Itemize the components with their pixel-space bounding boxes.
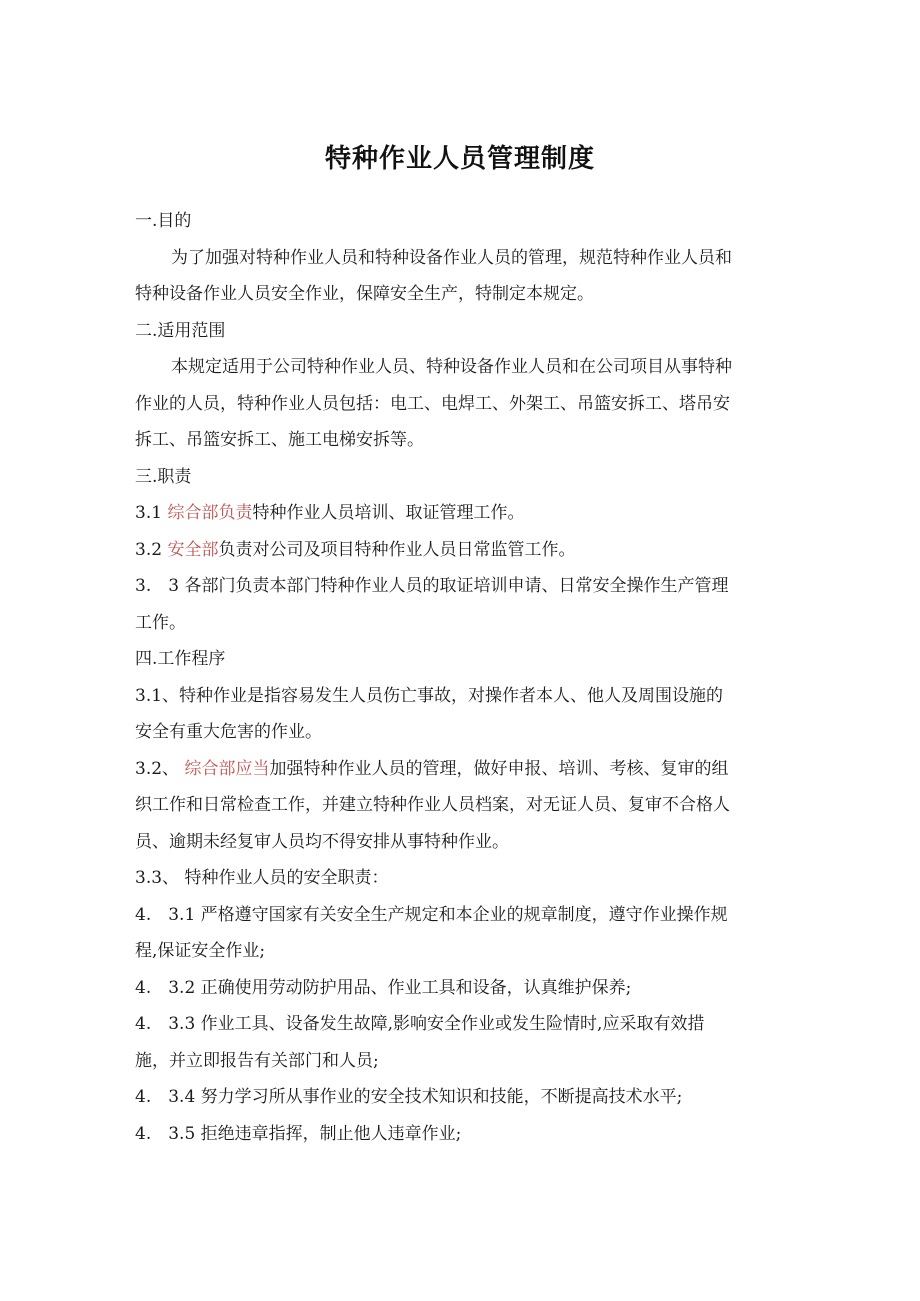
section-heading-scope: 二.适用范围 [135, 320, 226, 341]
paragraph-line: 3.1、特种作业是指容易发生人员伤亡事故，对操作者本人、他人及周围设施的 [135, 685, 724, 706]
paragraph-line: 4. 3.3 作业工具、设备发生故障,影响安全作业或发生险情时,应采取有效措 [135, 1014, 705, 1034]
section-heading-duties: 三.职责 [135, 466, 192, 487]
item-number: 3.1 [135, 503, 168, 523]
highlight-text: 综合部应当 [184, 758, 270, 779]
item-number: 3.2 [135, 539, 168, 560]
paragraph-line: 程,保证安全作业; [135, 941, 266, 961]
duty-item-3-1 [135, 495, 795, 532]
paragraph-line: 为了加强对特种作业人员和特种设备作业人员的管理，规范特种作业人员和 [171, 247, 732, 268]
procedure-item-3-2 [135, 751, 795, 788]
paragraph-line: 本规定适用于公司特种作业人员、特种设备作业人员和在公司项目从事特种 [171, 357, 732, 377]
paragraph-line: 4. 3.5 拒绝违章指挥，制止他人违章作业; [135, 1123, 462, 1144]
highlight-text: 综合部负责 [167, 503, 253, 523]
paragraph-line: 4. 3.4 努力学习所从事作业的安全技术知识和技能，不断提高技术水平; [135, 1087, 683, 1107]
paragraph-line: 4. 3.2 正确使用劳动防护用品、作业工具和设备，认真维护保养; [135, 977, 632, 998]
section-heading-purpose: 一.目的 [135, 211, 192, 231]
paragraph-line: 4. 3.1 严格遵守国家有关安全生产规定和本企业的规章制度，遵守作业操作规 [135, 904, 728, 925]
paragraph-line: 员、逾期未经复审人员均不得安排从事特种作业。 [135, 831, 509, 852]
section-heading-procedure: 四.工作程序 [135, 649, 226, 669]
item-text: 特种作业人员培训、取证管理工作。 [252, 503, 525, 523]
item-number: 3.2、 [135, 758, 185, 779]
item-text: 负责对公司及项目特种作业人员日常监管工作。 [218, 539, 576, 560]
item-text: 加强特种作业人员的管理，做好申报、培训、考核、复审的组 [269, 758, 729, 779]
paragraph-line: 3. 3 各部门负责本部门特种作业人员的取证培训申请、日常安全操作生产管理 [135, 576, 729, 596]
document-body [135, 203, 795, 1152]
paragraph-line: 织工作和日常检查工作，并建立特种作业人员档案，对无证人员、复审不合格人 [135, 795, 730, 815]
paragraph-line: 安全有重大危害的作业。 [135, 722, 322, 742]
paragraph-line: 拆工、吊篮安拆工、施工电梯安拆等。 [135, 430, 424, 450]
paragraph-line: 施，并立即报告有关部门和人员; [135, 1050, 379, 1071]
duty-item-3-2 [135, 532, 795, 569]
paragraph-line: 作业的人员，特种作业人员包括：电工、电焊工、外架工、吊篮安拆工、塔吊安 [135, 393, 730, 414]
paragraph-line: 3.3、 特种作业人员的安全职责： [135, 868, 389, 888]
paragraph-line: 工作。 [135, 612, 186, 633]
document-title: 特种作业人员管理制度 [324, 144, 595, 174]
highlight-text: 安全部 [167, 539, 219, 560]
paragraph-line: 特种设备作业人员安全作业，保障安全生产，特制定本规定。 [135, 284, 594, 304]
